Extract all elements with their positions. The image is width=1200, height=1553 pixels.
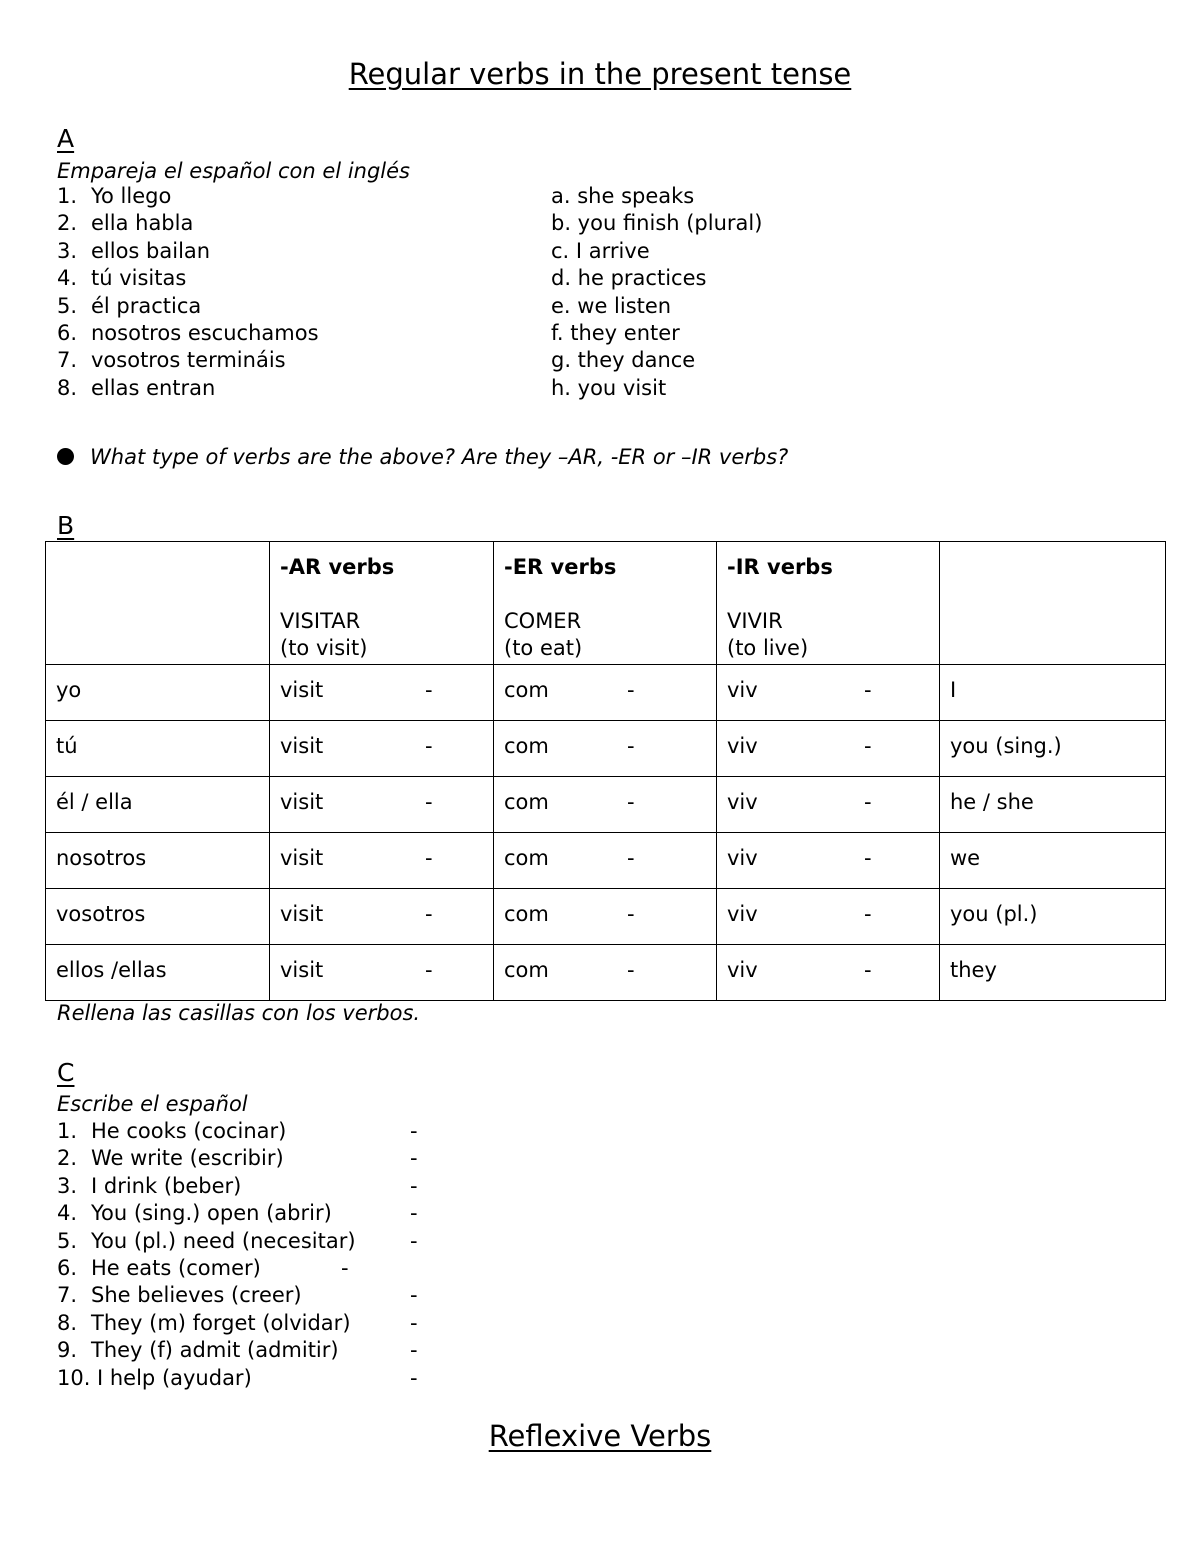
table-header-row xyxy=(46,542,1166,665)
section-c-instruction: Escribe el español xyxy=(57,1092,248,1116)
ir-stem-cell: viv - xyxy=(717,945,940,1001)
table-row xyxy=(46,721,1166,777)
pronoun-cell: ellos /ellas xyxy=(46,945,270,1001)
list-item: e. we listen xyxy=(551,293,672,318)
er-stem-cell: com - xyxy=(494,833,717,889)
list-item: 5. You (pl.) need (necesitar) - xyxy=(57,1228,418,1253)
spanish-phrase-list xyxy=(57,183,319,402)
ir-stem-cell: viv - xyxy=(717,665,940,721)
list-item: b. you finish (plural) xyxy=(551,211,763,236)
english-cell: you (sing.) xyxy=(940,721,1166,777)
english-cell: he / she xyxy=(940,777,1166,833)
list-item: 3. I drink (beber) - xyxy=(57,1173,418,1198)
list-item: c. I arrive xyxy=(551,238,650,263)
list-item: a. she speaks xyxy=(551,184,695,208)
table-row xyxy=(46,889,1166,945)
english-cell: they xyxy=(940,945,1166,1001)
english-phrase-list xyxy=(551,183,762,402)
ar-stem-cell: visit - xyxy=(270,889,494,945)
list-item: 7. She believes (creer) - xyxy=(57,1283,418,1308)
list-item: h. you visit xyxy=(551,375,667,400)
pronoun-cell: nosotros xyxy=(46,833,270,889)
list-item: 1. Yo llego xyxy=(57,184,172,208)
er-stem-cell: com - xyxy=(494,721,717,777)
table-row xyxy=(46,777,1166,833)
table-header-cell xyxy=(940,542,1166,665)
list-item: 6. nosotros escuchamos xyxy=(57,320,319,345)
pronoun-cell: vosotros xyxy=(46,889,270,945)
list-item: 8. ellas entran xyxy=(57,375,216,400)
er-stem-cell: com - xyxy=(494,665,717,721)
section-a-heading: A xyxy=(57,124,75,153)
ar-stem-cell: visit - xyxy=(270,721,494,777)
list-item: 10. I help (ayudar) - xyxy=(57,1365,418,1390)
ir-stem-cell: viv - xyxy=(717,889,940,945)
question-text: What type of verbs are the above? Are they –AR, -ER or –IR verbs? xyxy=(90,445,789,469)
section-c-heading: C xyxy=(57,1058,75,1087)
english-cell: you (pl.) xyxy=(940,889,1166,945)
verb-type-question xyxy=(57,444,788,470)
section-b-heading: B xyxy=(57,511,75,540)
page-title: Regular verbs in the present tense xyxy=(348,57,852,91)
table-header-cell: -IR verbs VIVIR (to live) xyxy=(717,542,940,665)
list-item: 3. ellos bailan xyxy=(57,238,211,263)
section-a-instruction: Empareja el español con el inglés xyxy=(57,159,410,183)
ar-stem-cell: visit - xyxy=(270,945,494,1001)
ir-stem-cell: viv - xyxy=(717,777,940,833)
pronoun-cell: él / ella xyxy=(46,777,270,833)
table-header-cell: -AR verbs VISITAR (to visit) xyxy=(270,542,494,665)
reflexive-verbs-heading: Reflexive Verbs xyxy=(488,1419,712,1453)
ir-stem-cell: viv - xyxy=(717,833,940,889)
list-item: 6. He eats (comer) - xyxy=(57,1255,349,1280)
bullet-icon xyxy=(57,448,74,465)
table-header-cell: -ER verbs COMER (to eat) xyxy=(494,542,717,665)
er-stem-cell: com - xyxy=(494,945,717,1001)
translation-list xyxy=(57,1118,418,1392)
pronoun-cell: yo xyxy=(46,665,270,721)
section-b-instruction: Rellena las casillas con los verbos. xyxy=(57,1001,421,1025)
list-item: 2. ella habla xyxy=(57,211,194,236)
list-item: f. they enter xyxy=(551,320,680,345)
pronoun-cell: tú xyxy=(46,721,270,777)
ar-stem-cell: visit - xyxy=(270,777,494,833)
table-row xyxy=(46,945,1166,1001)
ar-stem-cell: visit - xyxy=(270,833,494,889)
ir-stem-cell: viv - xyxy=(717,721,940,777)
table-row xyxy=(46,833,1166,889)
list-item: 1. He cooks (cocinar) - xyxy=(57,1119,418,1143)
table-row xyxy=(46,665,1166,721)
list-item: 4. You (sing.) open (abrir) - xyxy=(57,1201,418,1226)
conjugation-table xyxy=(45,541,1166,1001)
list-item: 4. tú visitas xyxy=(57,266,187,291)
list-item: d. he practices xyxy=(551,266,707,291)
english-cell: I xyxy=(940,665,1166,721)
table-header-cell xyxy=(46,542,270,665)
english-cell: we xyxy=(940,833,1166,889)
list-item: g. they dance xyxy=(551,348,696,373)
ar-stem-cell: visit - xyxy=(270,665,494,721)
er-stem-cell: com - xyxy=(494,889,717,945)
list-item: 9. They (f) admit (admitir) - xyxy=(57,1338,418,1363)
list-item: 8. They (m) forget (olvidar) - xyxy=(57,1310,418,1335)
er-stem-cell: com - xyxy=(494,777,717,833)
list-item: 2. We write (escribir) - xyxy=(57,1146,418,1171)
list-item: 5. él practica xyxy=(57,293,202,318)
list-item: 7. vosotros termináis xyxy=(57,348,286,373)
